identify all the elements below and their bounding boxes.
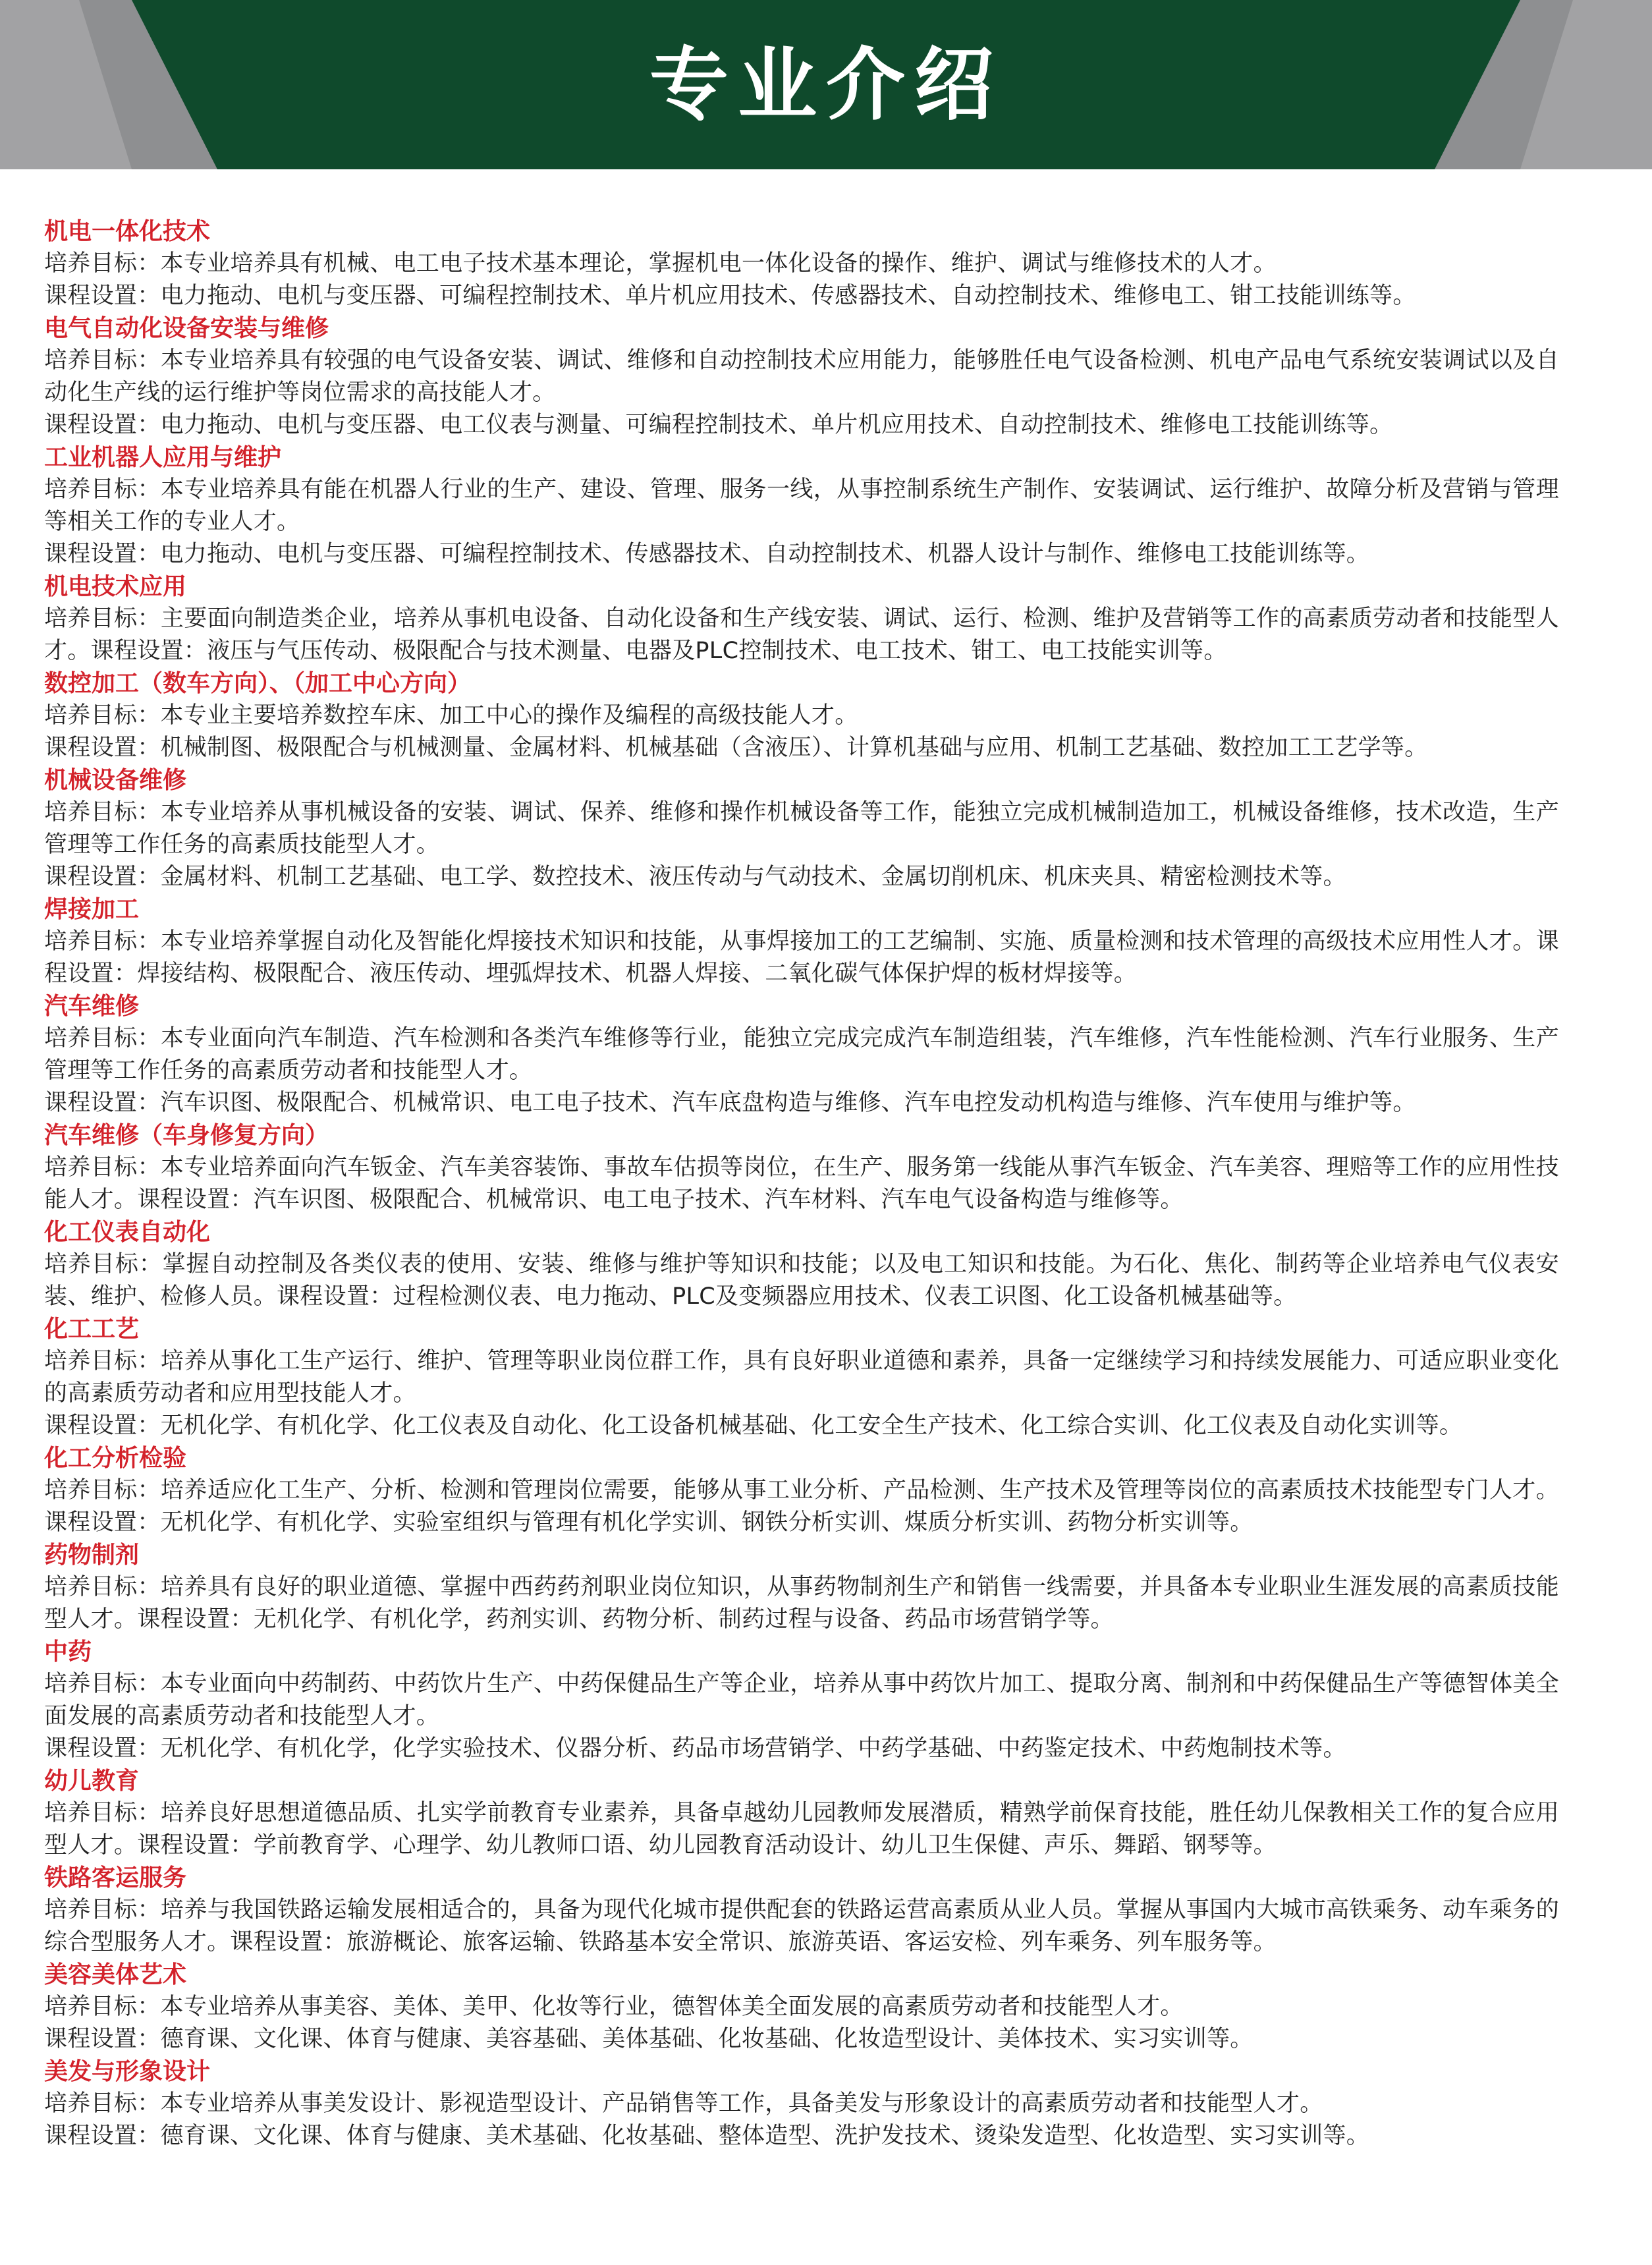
major-section [44,991,1559,1119]
major-title: 化工工艺 [44,1316,140,1343]
major-description: 课程设置：汽车识图、极限配合、机械常识、电工电子技术、汽车底盘构造与维修、汽车电控发动机构造与维修、汽车使用与维护等。 [44,1090,1416,1116]
major-section [44,1766,1559,1862]
major-description: 培养目标：主要面向制造类企业，培养从事机电设备、自动化设备和生产线安装、调试、运行、检测、维护及营销等工作的高素质劳动者和技能型人才。课程设置：液压与气压传动、极限配合与技术测量、电器及PLC控制技术、电工技术、钳工、电工技能实训等。 [44,605,1559,664]
major-title: 机电一体化技术 [44,218,211,245]
major-description: 培养目标：本专业培养掌握自动化及智能化焊接技术知识和技能，从事焊接加工的工艺编制、实施、质量检测和技术管理的高级技术应用性人才。课程设置：焊接结构、极限配合、液压传动、埋弧焊技术、机器人焊接、二氧化碳气体保护焊的板材焊接等。 [44,928,1559,987]
page-title: 专业介绍 [649,40,1003,131]
major-description: 培养目标：本专业培养面向汽车钣金、汽车美容装饰、事故车估损等岗位，在生产、服务第一线能从事汽车钣金、汽车美容、理赔等工作的应用性技能人才。课程设置：汽车识图、极限配合、机械常识、电工电子技术、汽车材料、汽车电气设备构造与维修等。 [44,1154,1559,1213]
major-description: 培养目标：本专业主要培养数控车床、加工中心的操作及编程的高级技能人才。 [44,702,858,729]
major-description: 培养目标：本专业培养从事美容、美体、美甲、化妆等行业，德智体美全面发展的高素质劳动者和技能型人才。 [44,1994,1184,2020]
major-title: 化工仪表自动化 [44,1219,211,1246]
major-description: 培养目标：本专业培养具有能在机器人行业的生产、建设、管理、服务一线，从事控制系统生产制作、安装调试、运行维护、故障分析及营销与管理等相关工作的专业人才。 [44,476,1559,535]
major-description: 培养目标：本专业培养具有机械、电工电子技术基本理论，掌握机电一体化设备的操作、维护、调试与维修技术的人才。 [44,250,1277,277]
major-section [44,1120,1559,1216]
major-description: 课程设置：机械制图、极限配合与机械测量、金属材料、机械基础（含液压）、计算机基础与应用、机制工艺基础、数控加工工艺学等。 [44,735,1428,761]
major-description: 课程设置：电力拖动、电机与变压器、可编程控制技术、传感器技术、自动控制技术、机器人设计与制作、维修电工技能训练等。 [44,541,1370,567]
major-title: 化工分析检验 [44,1445,187,1472]
major-description: 培养目标：掌握自动控制及各类仪表的使用、安装、维修与维护等知识和技能；以及电工知识和技能。为石化、焦化、制药等企业培养电气仪表安装、维护、检修人员。课程设置：过程检测仪表、电力拖动、PLC及变频器应用技术、仪表工识图、化工设备机械基础等。 [44,1251,1559,1310]
major-section [44,1862,1559,1959]
major-description: 课程设置：无机化学、有机化学、化工仪表及自动化、化工设备机械基础、化工安全生产技术、化工综合实训、化工仪表及自动化实训等。 [44,1412,1463,1439]
major-title: 中药 [44,1638,92,1665]
major-title: 机电技术应用 [44,573,187,600]
major-section [44,1540,1559,1636]
major-description: 培养目标：本专业培养从事美发设计、影视造型设计、产品销售等工作，具备美发与形象设计的高素质劳动者和技能型人才。 [44,2090,1323,2117]
majors-list [44,215,1559,2152]
major-title: 汽车维修 [44,993,140,1020]
major-title: 幼儿教育 [44,1768,140,1795]
major-section [44,571,1559,667]
major-description: 课程设置：电力拖动、电机与变压器、可编程控制技术、单片机应用技术、传感器技术、自动控制技术、维修电工、钳工技能训练等。 [44,283,1416,309]
major-section [44,216,1559,312]
major-title: 药物制剂 [44,1542,140,1569]
major-description: 课程设置：德育课、文化课、体育与健康、美术基础、化妆基础、整体造型、洗护发技术、烫染发造型、化妆造型、实习实训等。 [44,2123,1370,2149]
major-section [44,1314,1559,1442]
major-description: 培养目标：培养与我国铁路运输发展相适合的，具备为现代化城市提供配套的铁路运营高素质从业人员。掌握从事国内大城市高铁乘务、动车乘务的综合型服务人才。课程设置：旅游概论、旅客运输、铁路基本安全常识、旅游英语、客运安检、列车乘务、列车服务等。 [44,1897,1559,1955]
major-description: 培养目标：本专业面向汽车制造、汽车检测和各类汽车维修等行业，能独立完成完成汽车制造组装，汽车维修，汽车性能检测、汽车行业服务、生产管理等工作任务的高素质劳动者和技能型人才。 [44,1025,1559,1084]
major-title: 美容美体艺术 [44,1961,187,1988]
major-title: 汽车维修（车身修复方向） [44,1122,329,1149]
major-description: 培养目标：培养具有良好的职业道德、掌握中西药药剂职业岗位知识，从事药物制剂生产和销售一线需要，并具备本专业职业生涯发展的高素质技能型人才。课程设置：无机化学、有机化学，药剂实训、药物分析、制药过程与设备、药品市场营销学等。 [44,1574,1559,1633]
major-title: 焊接加工 [44,896,140,923]
header-banner [0,0,1652,169]
major-description: 课程设置：德育课、文化课、体育与健康、美容基础、美体基础、化妆基础、化妆造型设计、美体技术、实习实训等。 [44,2026,1253,2052]
major-section [44,1443,1559,1539]
major-title: 铁路客运服务 [44,1864,187,1891]
major-title: 机械设备维修 [44,767,187,794]
major-description: 培养目标：本专业培养具有较强的电气设备安装、调试、维修和自动控制技术应用能力，能够胜任电气设备检测、机电产品电气系统安装调试以及自动化生产线的运行维护等岗位需求的高技能人才。 [44,347,1559,406]
major-section [44,1959,1559,2055]
major-title: 电气自动化设备安装与维修 [44,315,329,342]
major-description: 课程设置：金属材料、机制工艺基础、电工学、数控技术、液压传动与气动技术、金属切削机床、机床夹具、精密检测技术等。 [44,864,1346,890]
major-description: 培养目标：培养良好思想道德品质、扎实学前教育专业素养，具备卓越幼儿园教师发展潜质，精熟学前保育技能，胜任幼儿保教相关工作的复合应用型人才。课程设置：学前教育学、心理学、幼儿教师口语、幼儿园教育活动设计、幼儿卫生保健、声乐、舞蹈、钢琴等。 [44,1800,1559,1859]
major-section [44,2056,1559,2152]
major-section [44,668,1559,764]
major-title: 工业机器人应用与维护 [44,444,282,471]
major-description: 培养目标：培养适应化工生产、分析、检测和管理岗位需要，能够从事工业分析、产品检测、生产技术及管理等岗位的高素质技术技能型专门人才。课程设置：无机化学、有机化学、实验室组织与管理有机化学实训、钢铁分析实训、煤质分析实训、药物分析实训等。 [44,1477,1559,1536]
major-section [44,313,1559,441]
major-section [44,894,1559,990]
major-section [44,1217,1559,1313]
major-section [44,1636,1559,1765]
major-section [44,765,1559,893]
major-description: 课程设置：无机化学、有机化学，化学实验技术、仪器分析、药品市场营销学、中药学基础、中药鉴定技术、中药炮制技术等。 [44,1735,1346,1762]
major-section [44,442,1559,571]
major-title: 美发与形象设计 [44,2058,211,2085]
major-description: 培养目标：本专业培养从事机械设备的安装、调试、保养、维修和操作机械设备等工作，能独立完成机械制造加工，机械设备维修，技术改造，生产管理等工作任务的高素质技能型人才。 [44,799,1559,858]
major-title: 数控加工（数车方向）、（加工中心方向） [44,670,472,697]
major-description: 培养目标：本专业面向中药制药、中药饮片生产、中药保健品生产等企业，培养从事中药饮片加工、提取分离、制剂和中药保健品生产等德智体美全面发展的高素质劳动者和技能型人才。 [44,1671,1559,1729]
major-description: 培养目标：培养从事化工生产运行、维护、管理等职业岗位群工作，具有良好职业道德和素养，具备一定继续学习和持续发展能力、可适应职业变化的高素质劳动者和应用型技能人才。 [44,1348,1559,1407]
major-description: 课程设置：电力拖动、电机与变压器、电工仪表与测量、可编程控制技术、单片机应用技术、自动控制技术、维修电工技能训练等。 [44,412,1393,438]
